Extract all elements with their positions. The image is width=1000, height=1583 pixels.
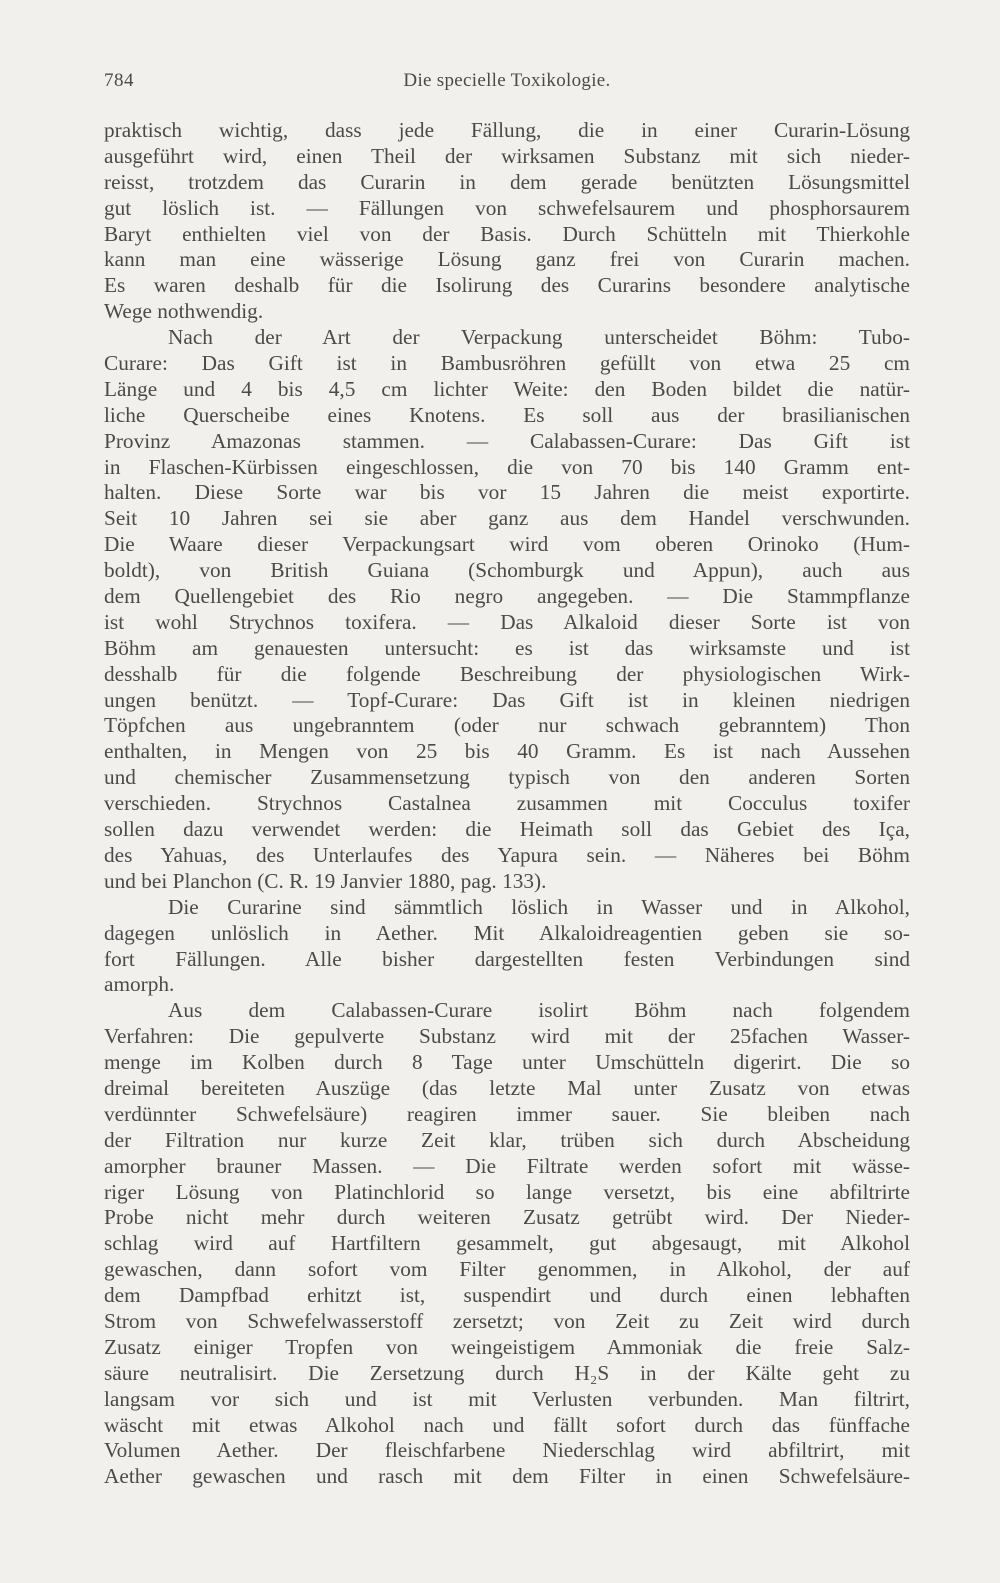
text-line: Wege nothwendig.: [104, 299, 264, 324]
running-title: Die specielle Toxikologie.: [403, 70, 611, 91]
text-line: Länge und 4 bis 4,5 cm lichter Weite: den Boden bildet die natür-: [104, 376, 910, 401]
text-line: verdünnter Schwefelsäure) reagiren immer sauer. Sie bleiben nach: [104, 1101, 910, 1126]
text-line: dreimal bereiteten Auszüge (das letzte Mal unter Zusatz von etwas: [104, 1075, 910, 1100]
text-line: amorph.: [104, 972, 175, 997]
text-line: ausgeführt wird, einen Theil der wirksamen Substanz mit sich nieder-: [104, 143, 910, 168]
text-line: der Filtration nur kurze Zeit klar, trüben sich durch Abscheidung: [104, 1127, 910, 1152]
text-line: des Yahuas, des Unterlaufes des Yapura sein. — Näheres bei Böhm: [104, 842, 910, 867]
text-line: Provinz Amazonas stammen. — Calabassen-Curare: Das Gift ist: [104, 428, 910, 453]
text-line: riger Lösung von Platinchlorid so lange versetzt, bis eine abfiltrirte: [104, 1179, 910, 1204]
text-line: und bei Planchon (C. R. 19 Janvier 1880, pag. 133).: [104, 868, 547, 893]
text-line: Nach der Art der Verpackung unterscheidet Böhm: Tubo-: [168, 325, 910, 350]
text-line: amorpher brauner Massen. — Die Filtrate werden sofort mit wässe-: [104, 1153, 910, 1178]
text-line: schlag wird auf Hartfiltern gesammelt, gut abgesaugt, mit Alkohol: [104, 1231, 910, 1256]
text-line: desshalb für die folgende Beschreibung der physiologischen Wirk-: [104, 661, 910, 686]
page-header: [104, 70, 910, 100]
text-line: Curare: Das Gift ist in Bambusröhren gefüllt von etwa 25 cm: [104, 351, 910, 376]
text-line: Zusatz einiger Tropfen von weingeistigem Ammoniak die freie Salz-: [104, 1334, 910, 1359]
text-line: Es waren deshalb für die Isolirung des Curarins besondere analytische: [104, 273, 910, 298]
text-line: praktisch wichtig, dass jede Fällung, die in einer Curarin-Lösung: [104, 118, 910, 142]
text-line: gewaschen, dann sofort vom Filter genommen, in Alkohol, der auf: [104, 1257, 910, 1282]
text-line: Volumen Aether. Der fleischfarbene Niederschlag wird abfiltrirt, mit: [104, 1438, 910, 1463]
text-line: Seit 10 Jahren sei sie aber ganz aus dem Handel verschwunden.: [104, 506, 910, 531]
text-line: ist wohl Strychnos toxifera. — Das Alkaloid dieser Sorte ist von: [104, 609, 910, 634]
text-line: enthalten, in Mengen von 25 bis 40 Gramm. Es ist nach Aussehen: [104, 739, 910, 764]
text-line: ungen benützt. — Topf-Curare: Das Gift ist in kleinen niedrigen: [104, 687, 910, 712]
text-line: dem Quellengebiet des Rio negro angegeben. — Die Stammpflanze: [104, 584, 910, 609]
text-line: sollen dazu verwendet werden: die Heimath soll das Gebiet des Iça,: [104, 817, 910, 842]
text-line: fort Fällungen. Alle bisher dargestellten festen Verbindungen sind: [104, 946, 910, 971]
text-line: Die Curarine sind sämmtlich löslich in Wasser und in Alkohol,: [168, 894, 910, 919]
text-line: dagegen unlöslich in Aether. Mit Alkaloidreagentien geben sie so-: [104, 920, 910, 945]
text-line: halten. Diese Sorte war bis vor 15 Jahren die meist exportirte.: [104, 480, 910, 505]
text-line: Aus dem Calabassen-Curare isolirt Böhm nach folgendem: [168, 998, 910, 1023]
text-line: verschieden. Strychnos Castalnea zusammen mit Cocculus toxifer: [104, 791, 910, 816]
text-line: dem Dampfbad erhitzt ist, suspendirt und durch einen lebhaften: [104, 1283, 910, 1308]
text-line: gut löslich ist. — Fällungen von schwefelsaurem und phosphorsaurem: [104, 195, 910, 220]
text-line: langsam vor sich und ist mit Verlusten verbunden. Man filtrirt,: [104, 1386, 910, 1411]
text-line: Aether gewaschen und rasch mit dem Filter in einen Schwefelsäure-: [104, 1464, 910, 1489]
text-line: Töpfchen aus ungebranntem (oder nur schwach gebranntem) Thon: [104, 713, 910, 738]
text-line: reisst, trotzdem das Curarin in dem gerade benützten Lösungsmittel: [104, 169, 910, 194]
page-number: 784: [104, 70, 134, 91]
text-line: menge im Kolben durch 8 Tage unter Umschütteln digerirt. Die so: [104, 1050, 910, 1075]
text-line: und chemischer Zusammensetzung typisch von den anderen Sorten: [104, 765, 910, 790]
text-line: Probe nicht mehr durch weiteren Zusatz getrübt wird. Der Nieder-: [104, 1205, 910, 1230]
text-line: boldt), von British Guiana (Schomburgk und Appun), auch aus: [104, 558, 910, 583]
text-line: kann man eine wässerige Lösung ganz frei von Curarin machen.: [104, 247, 910, 272]
text-line: Strom von Schwefelwasserstoff zersetzt; von Zeit zu Zeit wird durch: [104, 1308, 910, 1333]
text-line: Die Waare dieser Verpackungsart wird vom oberen Orinoko (Hum-: [104, 532, 910, 557]
text-line: in Flaschen-Kürbissen eingeschlossen, die von 70 bis 140 Gramm ent-: [104, 454, 910, 479]
text-line: Baryt enthielten viel von der Basis. Durch Schütteln mit Thierkohle: [104, 221, 910, 246]
text-line: liche Querscheibe eines Knotens. Es soll aus der brasilianischen: [104, 402, 910, 427]
text-line: Böhm am genauesten untersucht: es ist das wirksamste und ist: [104, 635, 910, 660]
text-line: wäscht mit etwas Alkohol nach und fällt sofort durch das fünffache: [104, 1412, 910, 1437]
text-line: säure neutralisirt. Die Zersetzung durch H₂S in der Kälte geht zu: [104, 1360, 910, 1385]
text-line: Verfahren: Die gepulverte Substanz wird mit der 25fachen Wasser-: [104, 1024, 910, 1049]
body-text: [104, 118, 910, 1490]
